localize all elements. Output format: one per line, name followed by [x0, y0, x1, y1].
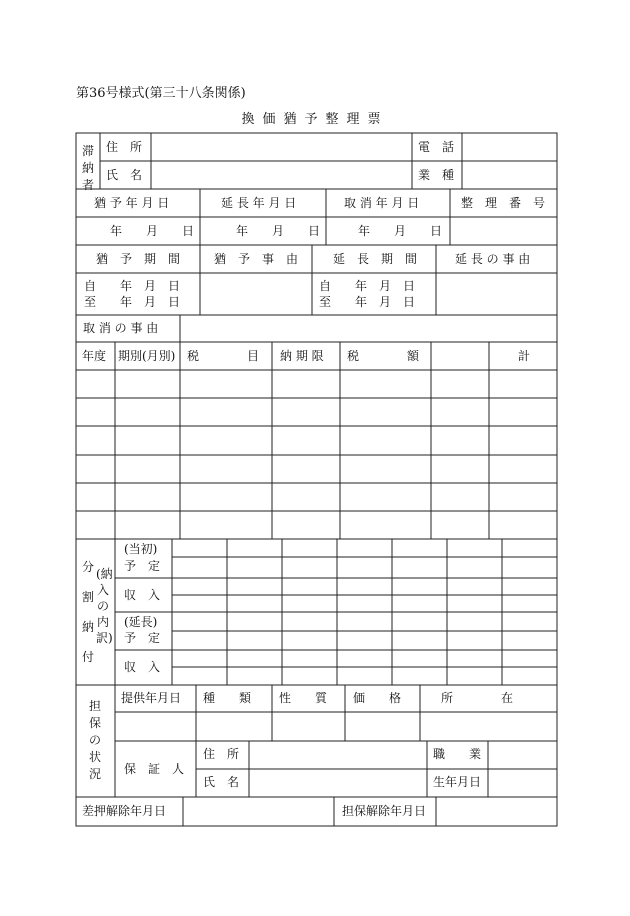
- phone-field[interactable]: [463, 134, 556, 160]
- grace-reason-field[interactable]: [201, 274, 311, 314]
- cancel-date-label: 取 消 年 月 日: [344, 196, 420, 210]
- guarantor-address-label: 住 所: [203, 747, 240, 761]
- extension-reason-field[interactable]: [437, 274, 556, 314]
- guarantor-name-label: 氏 名: [203, 775, 240, 789]
- cancel-reason-label: 取 消 の 事 由: [83, 321, 159, 335]
- guarantor-address-field[interactable]: [250, 742, 426, 768]
- address-label: 住 所: [106, 140, 143, 154]
- extended-label: (延長): [124, 615, 158, 629]
- extension-period-to: 至 年 月 日: [319, 295, 416, 309]
- col-tax-amount: 税 額: [347, 349, 420, 363]
- col-due-date: 納 期 限: [280, 349, 324, 363]
- collateral-release-date-field[interactable]: [437, 798, 556, 825]
- business-type-field[interactable]: [463, 162, 556, 188]
- ref-number-label: 整 理 番 号: [461, 196, 546, 210]
- phone-label: 電 話: [418, 140, 455, 154]
- seizure-release-date-label: 差押解除年月日: [82, 804, 167, 818]
- collateral-group-label: 担保の状況: [88, 699, 101, 781]
- taxpayer-group-label: 滞納者: [81, 144, 94, 192]
- grace-period-from: 自 年 月 日: [84, 279, 181, 293]
- grace-date-ymd: 年 月 日: [110, 224, 195, 238]
- col-total: 計: [518, 349, 531, 363]
- nature-label: 性 質: [279, 691, 328, 705]
- provide-date-label: 提供年月日: [121, 691, 182, 705]
- installments-sub-label: (納入の内訳): [96, 567, 113, 645]
- birth-date-field[interactable]: [489, 770, 556, 796]
- col-tax-item: 税 目: [187, 349, 260, 363]
- grace-date-label: 猶 予 年 月 日: [94, 196, 170, 210]
- form-number-label: 第36号様式(第三十八条関係): [76, 86, 246, 101]
- extension-period-from: 自 年 月 日: [319, 279, 416, 293]
- name-label: 氏 名: [106, 168, 143, 182]
- extended-income-label: 収 入: [124, 660, 161, 674]
- cancel-date-ymd: 年 月 日: [358, 224, 443, 238]
- initial-income-label: 収 入: [124, 588, 161, 602]
- cancel-reason-field[interactable]: [181, 316, 556, 341]
- installments-group-label: 分割納付: [81, 560, 94, 664]
- col-fiscal-year: 年度: [82, 349, 107, 363]
- extension-date-label: 延 長 年 月 日: [221, 196, 297, 210]
- ref-number-field[interactable]: [451, 218, 556, 244]
- collateral-release-date-label: 担保解除年月日: [342, 804, 427, 818]
- extension-reason-label: 延 長 の 事 由: [455, 252, 531, 266]
- grace-period-label: 猶 予 期 間: [96, 252, 181, 266]
- name-field[interactable]: [152, 162, 411, 188]
- initial-label: (当初): [124, 542, 158, 556]
- extended-scheduled-label: 予 定: [124, 631, 161, 645]
- grace-reason-label: 猶 予 事 由: [214, 252, 299, 266]
- birth-date-label: 生年月日: [433, 775, 482, 789]
- business-type-label: 業 種: [418, 168, 455, 182]
- kind-label: 種 類: [203, 691, 252, 705]
- grace-period-to: 至 年 月 日: [84, 295, 181, 309]
- guarantor-label: 保 証 人: [124, 762, 185, 776]
- occupation-label: 職 業: [433, 747, 482, 761]
- price-label: 価 格: [353, 691, 402, 705]
- address-field[interactable]: [152, 134, 411, 160]
- initial-scheduled-label: 予 定: [124, 559, 161, 573]
- form-title: 換価猶予整理票: [241, 112, 389, 127]
- location-label: 所 在: [441, 691, 514, 705]
- seizure-release-date-field[interactable]: [184, 798, 333, 825]
- extension-date-ymd: 年 月 日: [236, 224, 321, 238]
- extension-period-label: 延 長 期 間: [333, 252, 418, 266]
- guarantor-name-field[interactable]: [250, 770, 426, 796]
- occupation-field[interactable]: [489, 742, 556, 768]
- col-period: 期別(月別): [118, 349, 176, 363]
